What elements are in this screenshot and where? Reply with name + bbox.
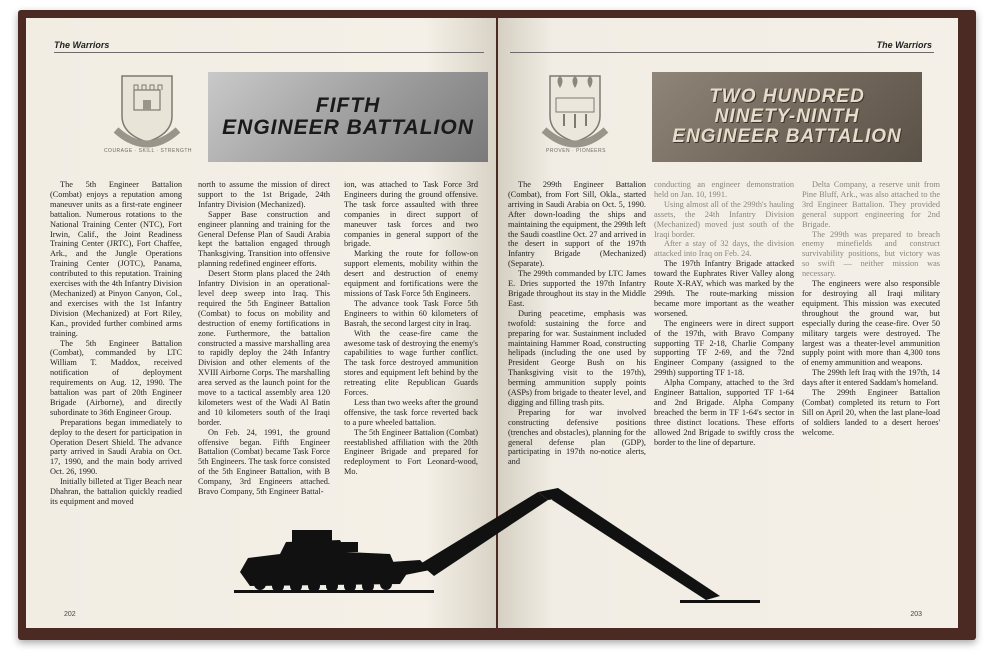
fifth-engineer-crest — [112, 68, 182, 154]
paragraph: The 299th left Iraq with the 197th, 14 days after it entered Saddam's homeland. — [802, 368, 940, 388]
text-column-1 — [508, 180, 646, 467]
paragraph: Sapper Base construction and engineer planning and training for the General Defense Plan of Saudi Arabia kept the battalion engaged through Thanksgiving. Transition into offensive planning redefined engineer efforts. — [198, 209, 330, 269]
paragraph: The engineers were in direct support of the 197th, with Bravo Company supporting TF 2-18, Charlie Company supporting TF 2-69, and the 72nd Engineer Company (assigned to the 299th) supporting TF 1-18. — [654, 318, 794, 378]
castle-crest-icon — [112, 68, 182, 154]
paragraph: The 299th Engineer Battalion (Combat) completed its return to Fort Sill on April 20, when the last plane-load of soldiers landed to a desert heroes' welcome. — [802, 388, 940, 437]
text-column-2 — [198, 180, 330, 497]
header-rule — [54, 52, 484, 53]
text-column-1 — [50, 180, 182, 507]
paragraph: The engineers were also responsible for destroying all Iraqi military equipment. This mission was executed throughout the ground war, but especially during the cease-fire. Over 50 military targets were destroyed. The largest was a theater-level ammunition supply point with more than 4,300 tons of enemy ammunition and weapons. — [802, 279, 940, 368]
crest-motto: COURAGE · SKILL · STRENGTH — [103, 148, 193, 154]
paragraph: conducting an engineer demonstration held on Jan. 10, 1991. — [654, 180, 794, 199]
paragraph: On Feb. 24, 1991, the ground offensive began. Fifth Engineer Battalion (Combat) became Task Force 5th Engineers. The task force consisted of the 5th Engineer Battalion, with B Company, 3rd Engineers attached. Bravo Company, 5th Engineer Battal- — [198, 427, 330, 497]
armored-bridge-launcher-icon — [220, 480, 780, 610]
paragraph: The 299th was prepared to breach enemy minefields and construct survivability positions, but victory was so swift — neither mission was necessary. — [802, 229, 940, 279]
paragraph: Alpha Company, attached to the 3rd Engineer Battalion, supported TF 1-64 and 2nd Brigade. Alpha Company breached the berm in TF 1-64's sector in three distinct locations. These efforts allowed 2nd Brigade to swiftly cross the border to the line of departure. — [654, 378, 794, 447]
title-banner — [652, 72, 922, 162]
paragraph: The 299th commanded by LTC James E. Dries supported the 197th Infantry Brigade throughout its stay in the Middle East. — [508, 269, 646, 308]
paragraph: With the cease-fire came the awesome task of destroying the enemy's capabilities to wage further conflict. The task force destroyed ammunition stores and equipment left behind by the retreating elite Republican Guards Forces. — [344, 328, 478, 398]
fleur-de-lis-crest-icon — [540, 68, 610, 154]
paragraph: The advance took Task Force 5th Engineers to within 60 kilometers of Basrah, the second largest city in Iraq. — [344, 298, 478, 328]
paragraph: Using almost all of the 299th's hauling assets, the 24th Infantry Division (Mechanized) moved just south of the Iraqi border. — [654, 199, 794, 239]
title-line-2: NINETY-NINTH — [714, 106, 860, 128]
title-line-2: ENGINEER BATTALION — [222, 116, 474, 139]
title-line-1: FIFTH — [315, 93, 381, 117]
paragraph: The 5th Engineer Battalion (Combat), commanded by LTC William T. Maddox, received notification of deployment requirements on Aug. 12, 1990. The battalion was part of 20th Engineer Brigade (Airborne), and directly subordinate to 36th Engineer Group. — [50, 338, 182, 417]
paragraph: After a stay of 32 days, the division attacked into Iraq on Feb. 24. — [654, 239, 794, 259]
engineer-crest — [540, 68, 610, 154]
paragraph: Preparations began immediately to deploy to the desert for participation in Operation Desert Shield. The advance party arrived in Saudi Arabia on Oct. 17, 1990, and the main body arrived Oct. 26, 1990. — [50, 417, 182, 477]
text-column-2 — [654, 180, 794, 447]
running-head: The Warriors — [54, 40, 110, 50]
header-rule — [510, 52, 934, 53]
page-number: 203 — [910, 611, 922, 618]
paragraph: Delta Company, a reserve unit from Pine Bluff, Ark., was also attached to the 3rd Engineer Battalion. They provided general support engineering for 2nd Brigade. — [802, 180, 940, 229]
paragraph: north to assume the mission of direct support to the 1st Brigade, 24th Infantry Division (Mechanized). — [198, 180, 330, 209]
page-number: 202 — [64, 611, 76, 618]
paragraph: ion, was attached to Task Force 3rd Engineers during the ground offensive. The task force assaulted with three companies in direct support of maneuver task forces and two companies in general support of the brigade. — [344, 180, 478, 249]
paragraph: The 197th Infantry Brigade attacked toward the Euphrates River Valley along Route X-RAY, which was marked by the 299th. The route-marking mission became more important as the weather worsened. — [654, 259, 794, 318]
running-head: The Warriors — [876, 40, 932, 50]
paragraph: Preparing for war involved constructing defensive positions (trenches and obstacles), planning for the general defense plan (GDP), participating in 197th no-notice alerts, and — [508, 407, 646, 467]
title-line-1: TWO HUNDRED — [709, 86, 865, 108]
paragraph: The 299th Engineer Battalion (Combat), from Fort Sill, Okla., started arriving in Saudi Arabia on Oct. 5, 1990. After down-loading the ships and maintaining the equipment, the 299th left the Saudi coastline Oct. 27 and arrived in the desert in support of the 197th Infantry Brigade (Mechanized) (Separate). — [508, 180, 646, 269]
paragraph: Initially billeted at Tiger Beach near Dhahran, the battalion quickly readied its equipment and moved — [50, 477, 182, 506]
bridge-launcher-silhouette — [220, 480, 780, 610]
paragraph: The 5th Engineer Battalion (Combat) enjoys a reputation among maneuver units as a first-rate engineer battalion. Numerous rotations to the National Training Center (NTC), Fort Irwin, Calif., the Joint Readiness Training Center (JRTC), Fort Chaffee, Ark., and the Jungle Operations Training Center (JOTC), Panama, contributed to this reputation. Training exercises with the 4th Infantry Division (Mechanized) at Pinyon Canyon, Col., and exercises with the 1st Infantry Division (Mechanized) at Fort Riley, Kan., provided further combined arms training. — [50, 180, 182, 338]
crest-motto: PROVEN · PIONEERS — [546, 148, 606, 154]
text-column-3 — [802, 180, 940, 438]
paragraph: During peacetime, emphasis was twofold: sustaining the force and preparing for war. Sustainment included maintaining Hammer Road, constructing helipads (including the one used by President George Bush on his Thanksgiving visit to the 197th), berming ammunition supply points (ASPs) from brigade to theater level, and digging and filling trash pits. — [508, 308, 646, 407]
paragraph: Marking the route for follow-on support elements, mobility within the desert and destruction of enemy equipment and fortifications were the missions of Task Force 5th Engineers. — [344, 249, 478, 298]
paragraph: Desert Storm plans placed the 24th Infantry Division in an operational-level deep sweep into Iraq. This required the 5th Engineer Battalion (Combat) to focus on mobility and destruction of enemy fortifications in zone. Furthermore, the battalion constructed a massive marshalling area to rapidly deploy the 24th Infantry Division and other elements of the XVIII Airborne Corps. The marshalling area served as the launch point for the move to a tactical assembly area 120 kilometers west of the Wadi Al Batin and 10 kilometers south of the Iraqi border. — [198, 269, 330, 427]
text-column-3 — [344, 180, 478, 477]
title-line-3: ENGINEER BATTALION — [672, 125, 902, 147]
paragraph: Less than two weeks after the ground offensive, the task force reverted back to a pure wheeled battalion. — [344, 397, 478, 427]
title-banner — [208, 72, 488, 162]
paragraph: The 5th Engineer Battalion (Combat) reestablished affiliation with the 20th Engineer Brigade and prepared for redeployment to Fort Leonard-wood, Mo. — [344, 427, 478, 477]
